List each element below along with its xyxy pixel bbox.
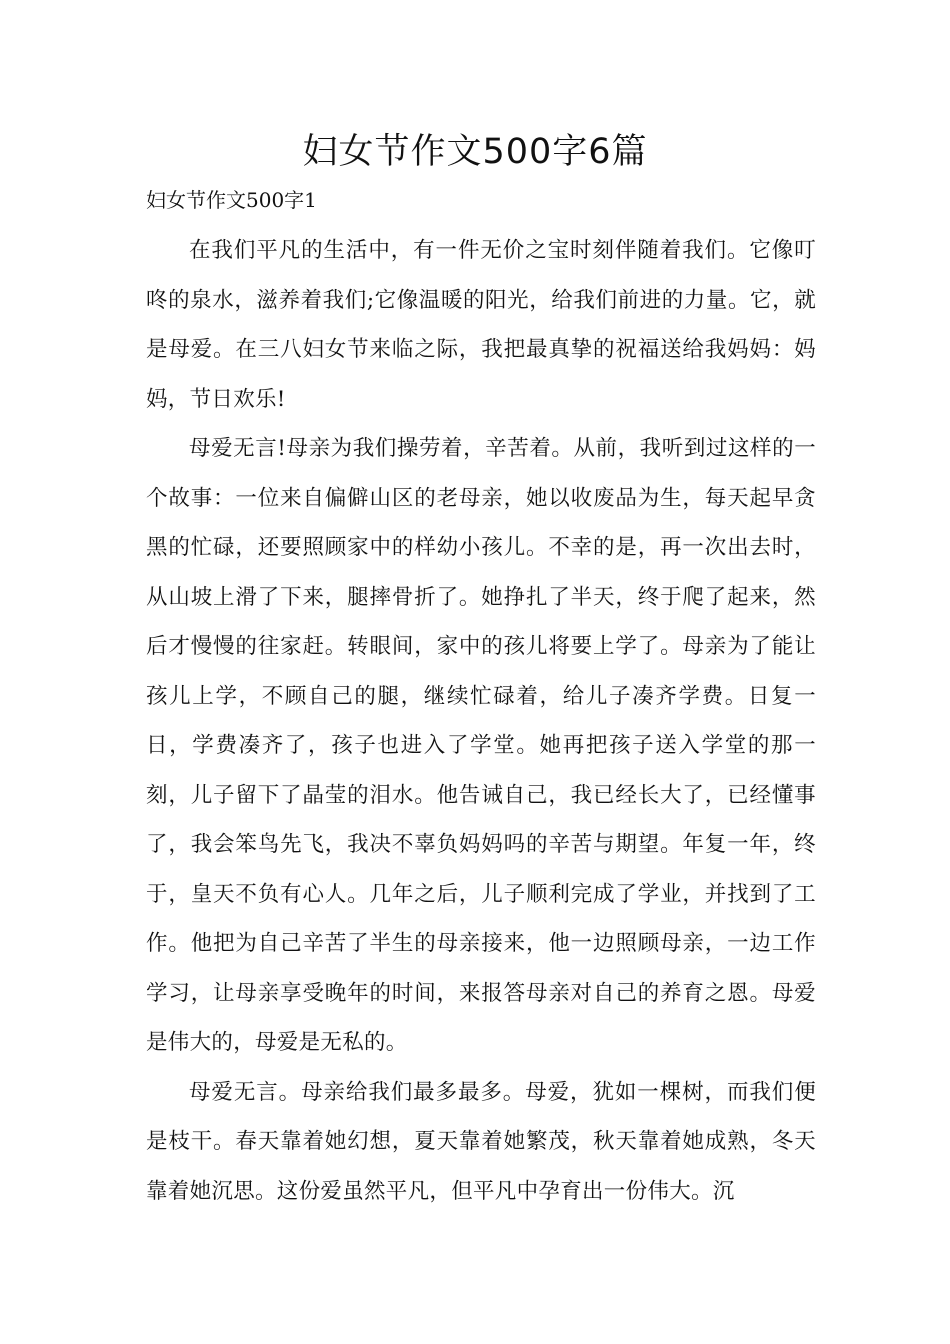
paragraph: 在我们平凡的生活中，有一件无价之宝时刻伴随着我们。它像叮咚的泉水，滋养着我们;它像温暖的阳光，给我们前进的力量。它，就是母爱。在三八妇女节来临之际，我把最真挚的祝福送给我妈妈：妈妈，节日欢乐!: [146, 238, 816, 412]
paragraph: 母爱无言!母亲为我们操劳着，辛苦着。从前，我听到过这样的一个故事：一位来自偏僻山区的老母亲，她以收废品为生，每天起早贪黑的忙碌，还要照顾家中的样幼小孩儿。不幸的是，再一次出去时，从山坡上滑了下来，腿摔骨折了。她挣扎了半天，终于爬了起来，然后才慢慢的往家赶。转眼间，家中的孩儿将要上学了。母亲为了能让孩儿上学，不顾自己的腿，继续忙碌着，给儿子凑齐学费。日复一日，学费凑齐了，孩子也进入了学堂。她再把孩子送入学堂的那一刻，儿子留下了晶莹的泪水。他告诫自己，我已经长大了，已经懂事了，我会笨鸟先飞，我决不辜负妈妈吗的辛苦与期望。年复一年，终于，皇天不负有心人。几年之后，儿子顺利完成了学业，并找到了工作。他把为自己辛苦了半生的母亲接来，他一边照顾母亲，一边工作学习，让母亲享受晚年的时间，来报答母亲对自己的养育之恩。母爱是伟大的，母爱是无私的。: [146, 436, 816, 1055]
section-heading: 妇女节作文500字1: [146, 188, 317, 212]
paragraph: 母爱无言。母亲给我们最多最多。母爱，犹如一棵树，而我们便是枝干。春天靠着她幻想，夏天靠着她繁茂，秋天靠着她成熟，冬天靠着她沉思。这份爱虽然平凡，但平凡中孕育出一份伟大。沉: [146, 1079, 816, 1204]
document-body: [146, 226, 816, 1216]
document-title: 妇女节作文500字6篇: [302, 132, 648, 172]
